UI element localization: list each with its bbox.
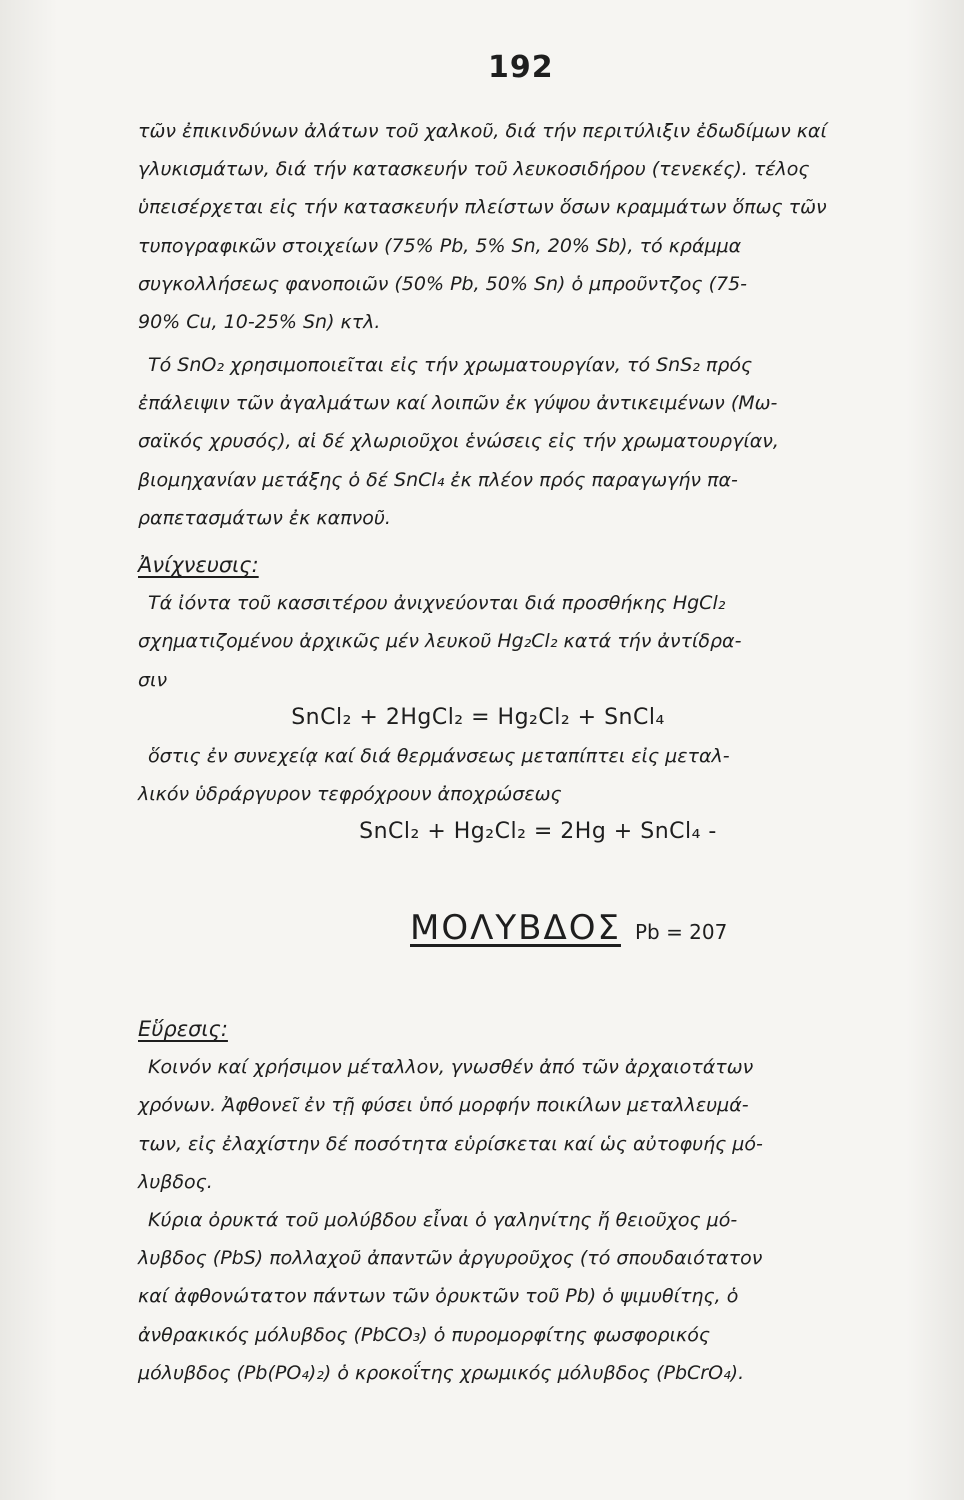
text-line: των, εἰς ἐλαχίστην δέ ποσότητα εὑρίσκεται καί ὡς αὐτοφυής μό- — [138, 1132, 763, 1155]
text-line: ὑπεισέρχεται εἰς τήν κατασκευήν πλείστων ὅσων κραμμάτων ὅπως τῶν — [138, 196, 827, 219]
text-line: βιομηχανίαν μετάξης ὁ δέ SnCl₄ ἐκ πλέον πρός παραγωγήν πα- — [138, 468, 738, 491]
text-line: σιν — [138, 668, 168, 691]
paragraph-tin-compounds — [138, 346, 938, 537]
section-occurrence — [138, 1010, 938, 1392]
text-line: λυβδος (PbS) πολλαχοῦ ἀπαντῶν ἀργυροῦχος (τό σπουδαιότατον — [138, 1247, 763, 1270]
heading-occurrence: Εὕρεσις: — [138, 1017, 228, 1041]
page-number: 192 — [488, 50, 554, 85]
text-line: ἀνθρακικός μόλυβδος (PbCO₃) ὁ πυρομορφίτης φωσφορικός — [138, 1323, 711, 1346]
section-title: ΜΟΛΥΒΔΟΣ — [410, 908, 621, 948]
text-line: ραπετασμάτων ἐκ καπνοῦ. — [138, 506, 391, 529]
text-line: γλυκισμάτων, διά τήν κατασκευήν τοῦ λευκοσιδήρου (τενεκές). τέλος — [138, 158, 810, 181]
text-line: λυβδος. — [138, 1170, 213, 1193]
text-line: ὅστις ἐν συνεχείᾳ καί διά θερμάνσεως μεταπίπτει εἰς μεταλ- — [148, 744, 730, 767]
text-line: Κοινόν καί χρήσιμον μέταλλον, γνωσθέν ἀπό τῶν ἀρχαιοτάτων — [148, 1056, 754, 1079]
text-line: χρόνων. Ἀφθονεῖ ἐν τῇ φύσει ὑπό μορφήν ποικίλων μεταλλευμά- — [138, 1094, 749, 1117]
text-line: Κύρια ὀρυκτά τοῦ μολύβδου εἶναι ὁ γαληνίτης ἤ θειοῦχος μό- — [148, 1208, 738, 1231]
text-line: καί ἀφθονώτατον πάντων τῶν ὀρυκτῶν τοῦ Pb) ὁ ψιμυθίτης, ὁ — [138, 1285, 739, 1308]
text-line: τῶν ἐπικινδύνων ἀλάτων τοῦ χαλκοῦ, διά τήν περιτύλιξιν ἐδωδίμων καί — [138, 120, 827, 142]
text-line: σχηματιζομένου ἀρχικῶς μέν λευκοῦ Hg₂Cl₂ κατά τήν ἀντίδρα- — [138, 630, 742, 653]
text-line: συγκολλήσεως φανοποιῶν (50% Pb, 50% Sn) ὁ μπροῦντζος (75- — [138, 272, 748, 295]
text-line: Τό SnO₂ χρησιμοποιεῖται εἰς τήν χρωματουργίαν, τό SnS₂ πρός — [148, 354, 753, 376]
text-line: σαϊκός χρυσός), αἱ δέ χλωριοῦχοι ἑνώσεις εἰς τήν χρωματουργίαν, — [138, 430, 779, 453]
text-line: μόλυβδος (Pb(PO₄)₂) ὁ κροκοΐτης χρωμικός μόλυβδος (PbCrO₄). — [138, 1361, 745, 1384]
section-detection — [138, 546, 938, 852]
heading-detection: Ἀνίχνευσις: — [138, 553, 259, 577]
section-symbol: Pb = 207 — [634, 920, 728, 944]
equation-1: SnCl₂ + 2HgCl₂ = Hg₂Cl₂ + SnCl₄ — [291, 704, 665, 730]
section-title-row — [410, 908, 727, 948]
text-line: ἐπάλειψιν τῶν ἀγαλμάτων καί λοιπῶν ἐκ γύψου ἀντικειμένων (Μω- — [138, 392, 778, 415]
text-line: τυπογραφικῶν στοιχείων (75% Pb, 5% Sn, 20% Sb), τό κράμμα — [138, 234, 742, 257]
equation-2: SnCl₂ + Hg₂Cl₂ = 2Hg + SnCl₄ - — [359, 819, 717, 845]
paragraph-tin-uses — [138, 112, 938, 341]
text-line: Τά ἰόντα τοῦ κασσιτέρου ἀνιχνεύονται διά προσθήκης HgCl₂ — [148, 592, 726, 615]
text-line: 90% Cu, 10-25% Sn) κτλ. — [138, 310, 381, 333]
text-line: λικόν ὑδράργυρον τεφρόχρουν ἀποχρώσεως — [138, 783, 562, 806]
